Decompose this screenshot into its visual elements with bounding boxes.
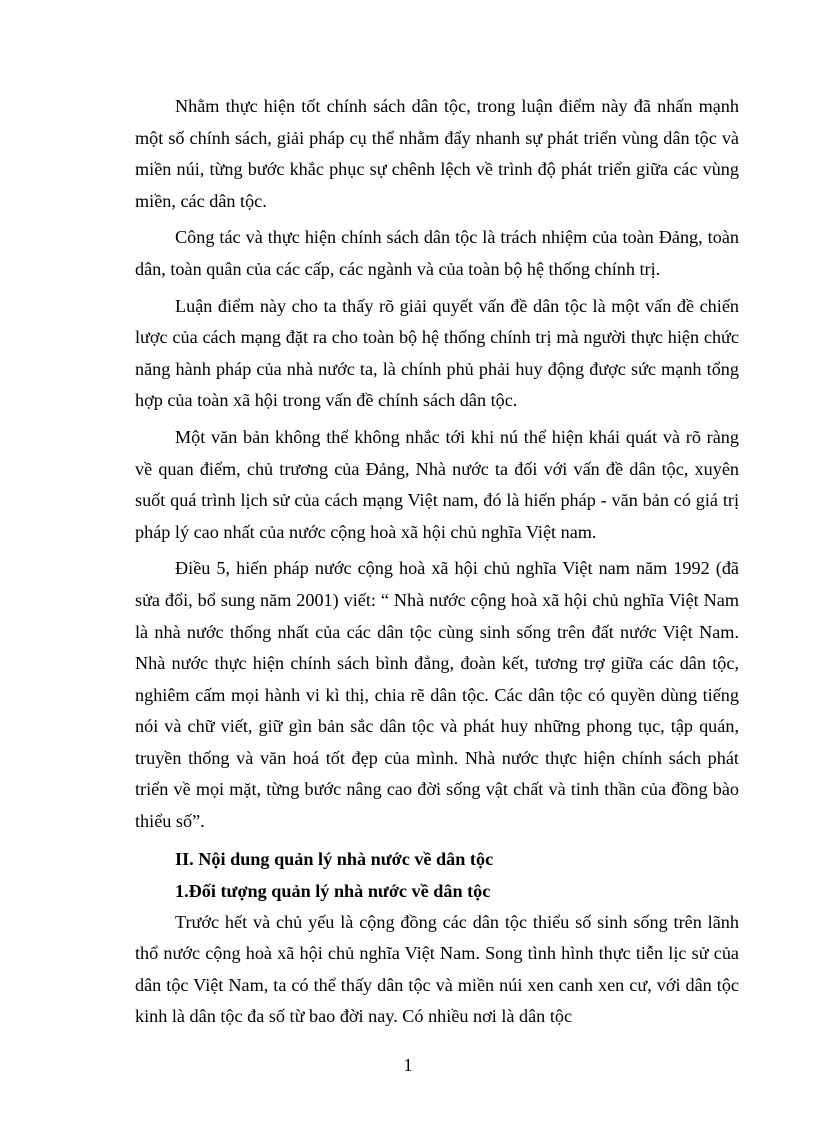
- document-body: [135, 91, 739, 1038]
- subsection-heading: 1.Đối tượng quản lý nhà nước về dân tộc: [175, 880, 491, 901]
- paragraph: Trước hết và chủ yếu là cộng đồng các dân tộc thiểu số sinh sống trên lãnh thổ nước cộng hoà xã hội chủ nghĩa Việt Nam. Song tình hình thực tiễn lịc sử của dân tộc Việt Nam, ta có thể thấy dân tộc và miền núi xen canh xen cư, với dân tộc kinh là dân tộc đa số từ bao đời nay. Có nhiều nơi là dân tộc: [135, 911, 739, 1027]
- paragraph: Một văn bản không thể không nhắc tới khi nú thể hiện khái quát và rõ ràng về quan điểm, chủ trương của Đảng, Nhà nước ta đối với vấn đề dân tộc, xuyên suốt quá trình lịch sử của cách mạng Việt nam, đó là hiến pháp - văn bản có giá trị pháp lý cao nhất của nước cộng hoà xã hội chủ nghĩa Việt nam.: [135, 426, 739, 542]
- paragraph: Luận điểm này cho ta thấy rõ giải quyết vấn đề dân tộc là một vấn đề chiến lược của cách mạng đặt ra cho toàn bộ hệ thống chính trị mà người thực hiện chức năng hành pháp của nhà nước ta, là chính phủ phải huy động được sức mạnh tổng hợp của toàn xã hội trong vấn đề chính sách dân tộc.: [135, 295, 739, 411]
- section-heading: II. Nội dung quản lý nhà nước về dân tộc: [175, 848, 494, 869]
- paragraph: Nhằm thực hiện tốt chính sách dân tộc, trong luận điểm này đã nhấn mạnh một số chính sách, giải pháp cụ thể nhằm đẩy nhanh sự phát triển vùng dân tộc và miền núi, từng bước khắc phục sự chênh lệch về trình độ phát triển giữa các vùng miền, các dân tộc.: [135, 96, 739, 211]
- page-number: 1: [403, 1055, 413, 1075]
- paragraph: Công tác và thực hiện chính sách dân tộc là trách nhiệm của toàn Đảng, toàn dân, toàn quân của các cấp, các ngành và của toàn bộ hệ thống chính trị.: [135, 227, 739, 279]
- paragraph: Điều 5, hiến pháp nước cộng hoà xã hội chủ nghĩa Việt nam năm 1992 (đã sửa đổi, bổ sung năm 2001) viết: “ Nhà nước cộng hoà xã hội chủ nghĩa Việt Nam là nhà nước thống nhất của các dân tộc cùng sinh sống trên đất nước Việt Nam. Nhà nước thực hiện chính sách bình đẳng, đoàn kết, tương trợ giữa các dân tộc, nghiêm cấm mọi hành vi kì thị, chia rẽ dân tộc. Các dân tộc có quyền dùng tiếng nói và chữ viết, giữ gìn bản sắc dân tộc và phát huy những phong tục, tập quán, truyền thống và văn hoá tốt đẹp của mình. Nhà nước thực hiện chính sách phát triển về mọi mặt, từng bước nâng cao đời sống vật chất và tinh thần của đồng bào thiểu số”.: [135, 558, 739, 832]
